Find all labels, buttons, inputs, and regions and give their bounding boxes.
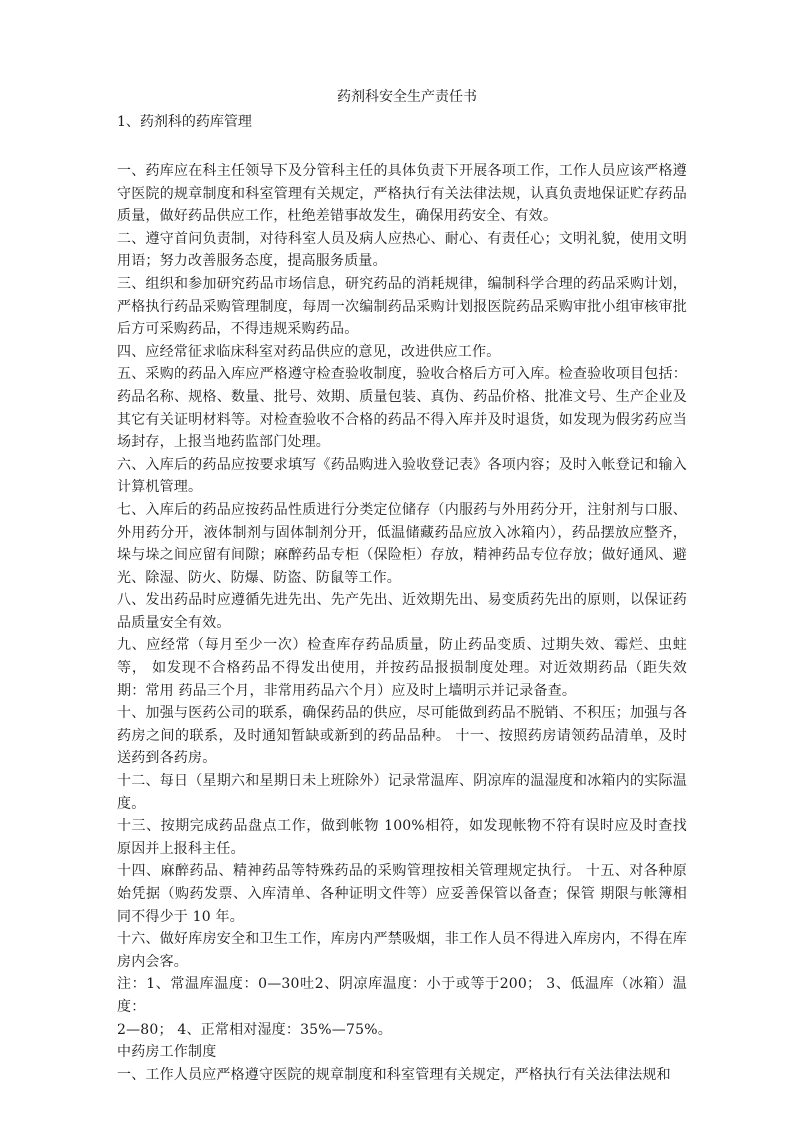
paragraph-11: 十二、每日（星期六和星期日未上班除外）记录常温库、阴凉库的温湿度和冰箱内的实际温 度。 (117, 773, 687, 812)
paragraph-2: 二、遵守首问负责制，对待科室人员及病人应热心、耐心、有责任心；文明礼貌，使用文明 用语；努力改善服务态度，提高服务质量。 (117, 230, 687, 270)
paragraph-5: 五、采购的药品入库应严格遵守检查验收制度，验收合格后方可入库。检查验收项目包括： 药品名称、规格、数量、批号、效期、质量包装、真伪、药品价格、批准文号、生产企业及 其它有关证明材料等。对检查验收不合格的药品不得入库并及时退货，如发现为假劣药应当 场封存，上报当地药监部门处理。 (117, 366, 687, 451)
paragraph-1: 一、药库应在科主任领导下及分管科主任的具体负责下开展各项工作，工作人员应该严格遵 守医院的规章制度和科室管理有关规定，严格执行有关法律法规，认真负责地保证贮存药品 质量，做好药品供应工作，杜绝差错事故发生，确保用药安全、有效。 (117, 163, 687, 225)
note-line-2: 2—80； 4、正常相对湿度：35%—75%。 (117, 1021, 392, 1038)
paragraph-13: 十四、麻醉药品、精神药品等特殊药品的采购管理按相关管理规定执行。 十五、对各种原始凭据（购药发票、入库清单、各种证明文件等）应妥善保管以备查；保管 期限与帐簿相同不得少于 10 年。 (117, 863, 687, 925)
document-page (117, 88, 687, 1086)
paragraph-4: 四、应经常征求临床科室对药品供应的意见，改进供应工作。 (117, 343, 501, 360)
paragraph-10: 十、加强与医药公司的联系，确保药品的供应，尽可能做到药品不脱销、不积压；加强与各 药房之间的联系，及时通知暂缺或新到的药品品种。 十一、按照药房请领药品清单，及时送药到各药房。 (117, 705, 687, 767)
paragraph-14: 十六、做好库房安全和卫生工作，库房内严禁吸烟，非工作人员不得进入库房内，不得在库 房内会客。 (117, 931, 687, 970)
subsection-heading: 中药房工作制度 (117, 1044, 217, 1061)
paragraph-7: 七、入库后的药品应按药品性质进行分类定位储存（内服药与外用药分开，注射剂与口服、 外用药分开，液体制剂与固体制剂分开，低温储藏药品应放入冰箱内），药品摆放应整齐， 垛与垛之间应留有间隙；麻醉药品专柜（保险柜）存放，精神药品专位存放；做好通风、避 光、除湿、防火、防爆、防盗、防鼠等工作。 (117, 501, 687, 586)
document-title: 药剂科安全生产责任书 (337, 89, 477, 105)
paragraph-6: 六、入库后的药品应按要求填写《药品购进入验收登记表》各项内容；及时入帐登记和输入 计算机管理。 (117, 456, 687, 496)
section-heading: 1、药剂科的药库管理 (117, 114, 252, 130)
paragraph-3: 三、组织和参加研究药品市场信息，研究药品的消耗规律，编制科学合理的药品采购计划， 严格执行药品采购管理制度，每周一次编制药品采购计划报医院药品采购审批小组审核审批 后方可采购药品，不得违规采购药品。 (117, 275, 687, 338)
paragraph-9: 九、应经常（每月至少一次）检查库存药品质量，防止药品变质、过期失效、霉烂、虫蛀等， 如发现不合格药品不得发出使用，并按药品报损制度处理。对近效期药品（距失效期：常用 药品三个月，非常用药品六个月）应及时上墙明示并记录备查。 (117, 637, 687, 699)
paragraph-8: 八、发出药品时应遵循先进先出、先产先出、近效期先出、易变质药先出的原则，以保证药 品质量安全有效。 (117, 592, 687, 631)
paragraph-15: 一、工作人员应严格遵守医院的规章制度和科室管理有关规定，严格执行有关法律法规和 (117, 1066, 671, 1083)
paragraph-12: 十三、按期完成药品盘点工作，做到帐物 100%相符，如发现帐物不符有误时应及时查找原因并上报科主任。 (117, 818, 687, 857)
note-line-1: 注：1、常温库温度：0—30吐2、阴凉库温度：小于或等于200； 3、低温库（冰箱）温度： (117, 976, 687, 1015)
